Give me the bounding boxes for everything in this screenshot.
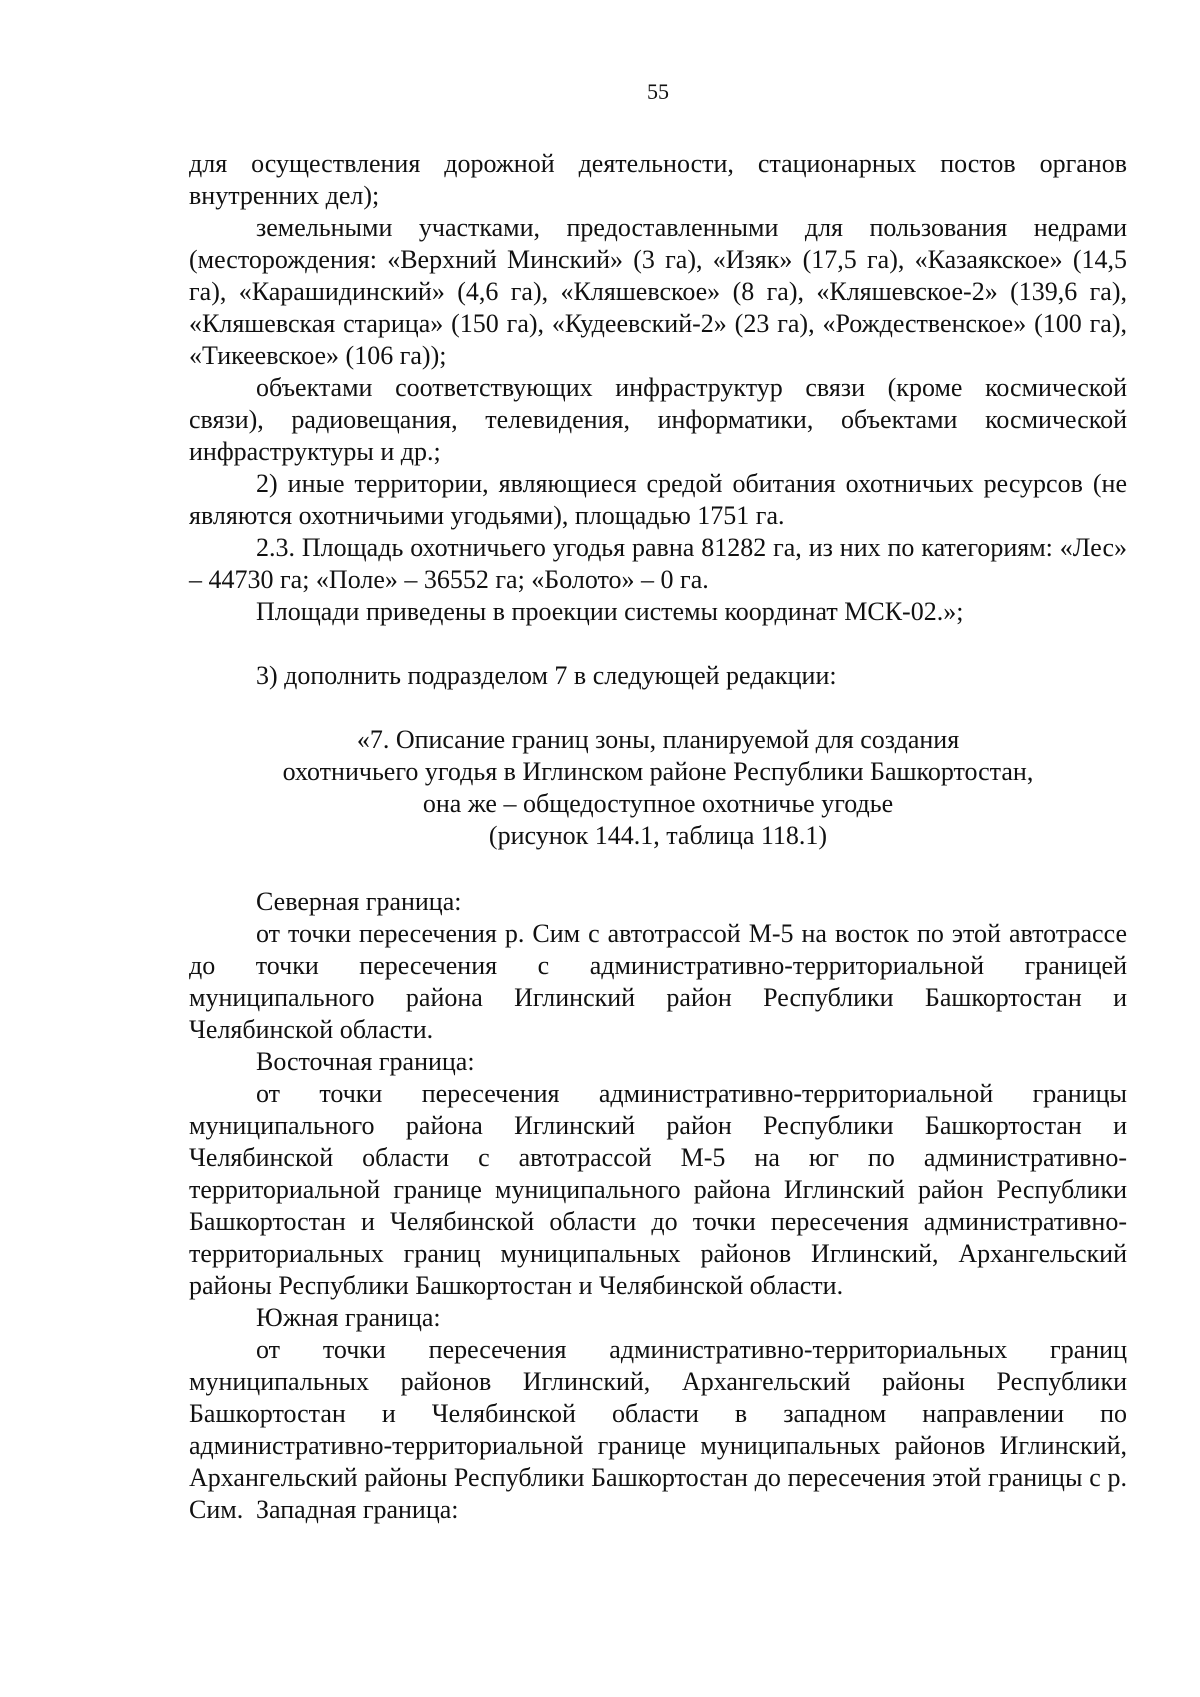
west-border-label: Западная граница: <box>256 1495 459 1524</box>
page-number: 55 <box>647 79 669 104</box>
south-border-text: от точки пересечения административно-территориальных границ муниципальных районов Иглинский, Архангельский районы Республики Башкортостан и Челябинской области в западном направлении по административно-территориальной границе муниципальных районов Иглинский, Архангельский районы Республики Башкортостан до пересечения этой границы с р. Сим. <box>189 1335 1127 1524</box>
paragraph-coordinate-system: Площади приведены в проекции системы координат МСК-02.»; <box>256 597 964 626</box>
east-border-label: Восточная граница: <box>256 1047 475 1076</box>
paragraph-road-activity: для осуществления дорожной деятельности, стационарных постов органов внутренних дел); <box>189 149 1127 210</box>
east-border-text: от точки пересечения административно-территориальной границы муниципального района Иглинский район Республики Башкортостан и Челябинской области с автотрассой М-5 на юг по административно-территориальной границе муниципального района Иглинский район Республики Башкортостан и Челябинской области до точки пересечения административно-территориальных границ муниципальных районов Иглинский, Архангельский районы Республики Башкортостан и Челябинской области. <box>189 1079 1127 1300</box>
north-border-text: от точки пересечения р. Сим с автотрассой М-5 на восток по этой автотрассе до точки пересечения с административно-территориальной границей муниципального района Иглинский район Республики Башкортостан и Челябинской области. <box>189 919 1127 1044</box>
paragraph-communication-objects: объектами соответствующих инфраструктур связи (кроме космической связи), радиовещания, телевидения, информатики, объектами космической инфраструктуры и др.; <box>189 373 1127 466</box>
heading-line-2: охотничьего угодья в Иглинском районе Республики Башкортостан, <box>282 757 1034 786</box>
heading-line-4: (рисунок 144.1, таблица 118.1) <box>488 821 828 850</box>
paragraph-other-territories: 2) иные территории, являющиеся средой обитания охотничьих ресурсов (не являются охотничьими угодьями), площадью 1751 га. <box>189 469 1127 530</box>
paragraph-add-subsection: 3) дополнить подразделом 7 в следующей редакции: <box>256 661 837 690</box>
paragraph-subsoil-plots: земельными участками, предоставленными для пользования недрами (месторождения: «Верхний Минский» (3 га), «Изяк» (17,5 га), «Казаякское» (14,5 га), «Карашидинский» (4,6 га), «Кляшевское» (8 га), «Кляшевское-2» (139,6 га), «Кляшевская старица» (150 га), «Кудеевский-2» (23 га), «Рождественское» (100 га), «Тикеевское» (106 га)); <box>189 213 1127 370</box>
south-border-label: Южная граница: <box>256 1303 441 1332</box>
paragraph-hunting-area: 2.3. Площадь охотничьего угодья равна 81282 га, из них по категориям: «Лес» – 44730 га; «Поле» – 36552 га; «Болото» – 0 га. <box>189 533 1127 594</box>
north-border-label: Северная граница: <box>256 887 462 916</box>
heading-line-3: она же – общедоступное охотничье угодье <box>422 789 894 818</box>
section-heading <box>189 724 1127 852</box>
heading-line-1: «7. Описание границ зоны, планируемой для создания <box>356 725 960 754</box>
